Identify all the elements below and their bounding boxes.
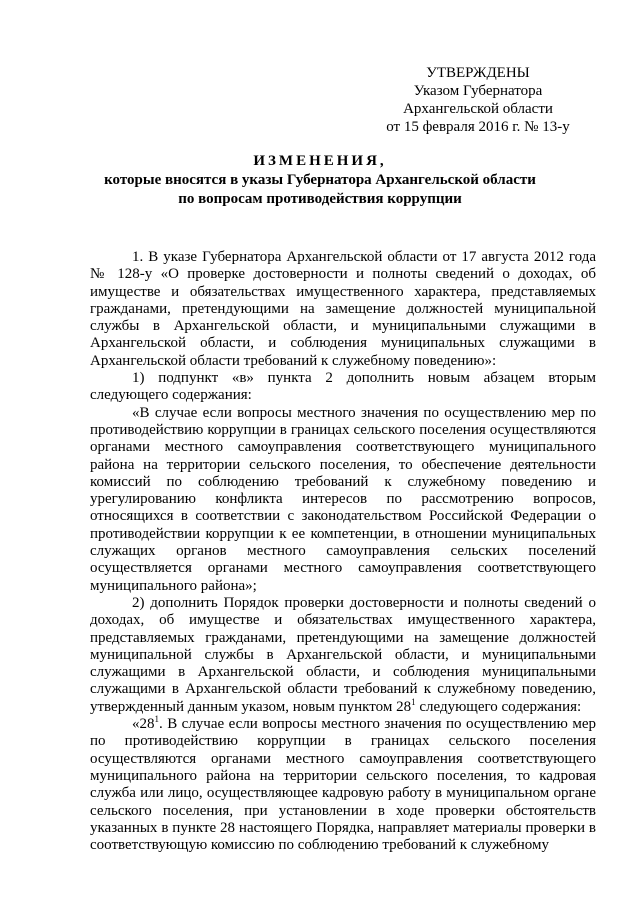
paragraph-5-lead: «28	[132, 716, 155, 733]
paragraph-5-superscript: 1	[154, 714, 159, 725]
paragraph-5-text: . В случае если вопросы местного значения по осуществлению мер по противодействию коррупции в границах сельского поселения осуществляются органами местного самоуправления соответствующего муниципального района на территории сельского поселения, то кадровая служба или лицо, осуществляющее кадровую работу в муниципальном органе сельского поселения, при установлении в ходе проверки обстоятельств указанных в пункте 28 настоящего Порядка, направляет материалы проверки в соответствующую комиссию по соблюдению требований к служебному	[90, 716, 596, 854]
title-heading: ИЗМЕНЕНИЯ,	[253, 153, 387, 169]
paragraph-4	[90, 595, 596, 716]
approval-decree: Указом Губернатора	[413, 83, 543, 99]
document-title	[0, 152, 640, 209]
paragraph-4-text: 2) дополнить Порядок проверки достоверности и полноты сведений о доходах, об имуществе и обязательствах имущественного характера, представляемых гражданами, претендующими на замещение должностей муниципальной службы в Архангельской области, и муниципальными служащими в Архангельской области, и соблюдения муниципальными служащими в Архангельской области требований к служебному поведению, утвержденный данным указом, новым пунктом 28	[90, 594, 596, 715]
paragraph-3: «В случае если вопросы местного значения по осуществлению мер по противодействию коррупции в границах сельского поселения осуществляются органами местного самоуправления соответствующего муниципального района на территории сельского поселения, то обеспечение деятельности комиссий по соблюдению требований к служебному поведению и урегулированию конфликта интересов по рассмотрению вопросов, относящихся в соответствии с законодательством Российской Федерации о противодействии коррупции к ее компетенции, в отношении муниципальных служащих органов местного самоуправления сельских поселений осуществляется органами местного самоуправления соответствующего муниципального района»;	[90, 404, 596, 594]
paragraph-4-superscript: 1	[411, 696, 416, 707]
approval-date: от 15 февраля 2016 г. № 13-у	[386, 119, 570, 135]
paragraph-2: 1) подпункт «в» пункта 2 дополнить новым абзацем вторым следующего содержания:	[90, 370, 596, 404]
approval-region: Архангельской области	[403, 101, 553, 117]
title-subtitle-line-1: которые вносятся в указы Губернатора Архангельской области	[104, 172, 536, 188]
approval-title: УТВЕРЖДЕНЫ	[426, 65, 530, 81]
document-body	[90, 249, 596, 854]
paragraph-4-tail: следующего содержания:	[415, 698, 582, 715]
approval-stamp	[368, 64, 588, 136]
paragraph-1: 1. В указе Губернатора Архангельской области от 17 августа 2012 года № 128-у «О проверке достоверности и полноты сведений о доходах, об имуществе и обязательствах имущественного характера, представляемых гражданами, претендующими на замещение должностей муниципальной службы в Архангельской области, и муниципальными служащими в Архангельской области, и соблюдения муниципальных служащими в Архангельской области требований к служебному поведению»:	[90, 249, 596, 369]
title-subtitle-line-2: по вопросам противодействия коррупции	[178, 191, 462, 207]
paragraph-5	[90, 716, 596, 854]
